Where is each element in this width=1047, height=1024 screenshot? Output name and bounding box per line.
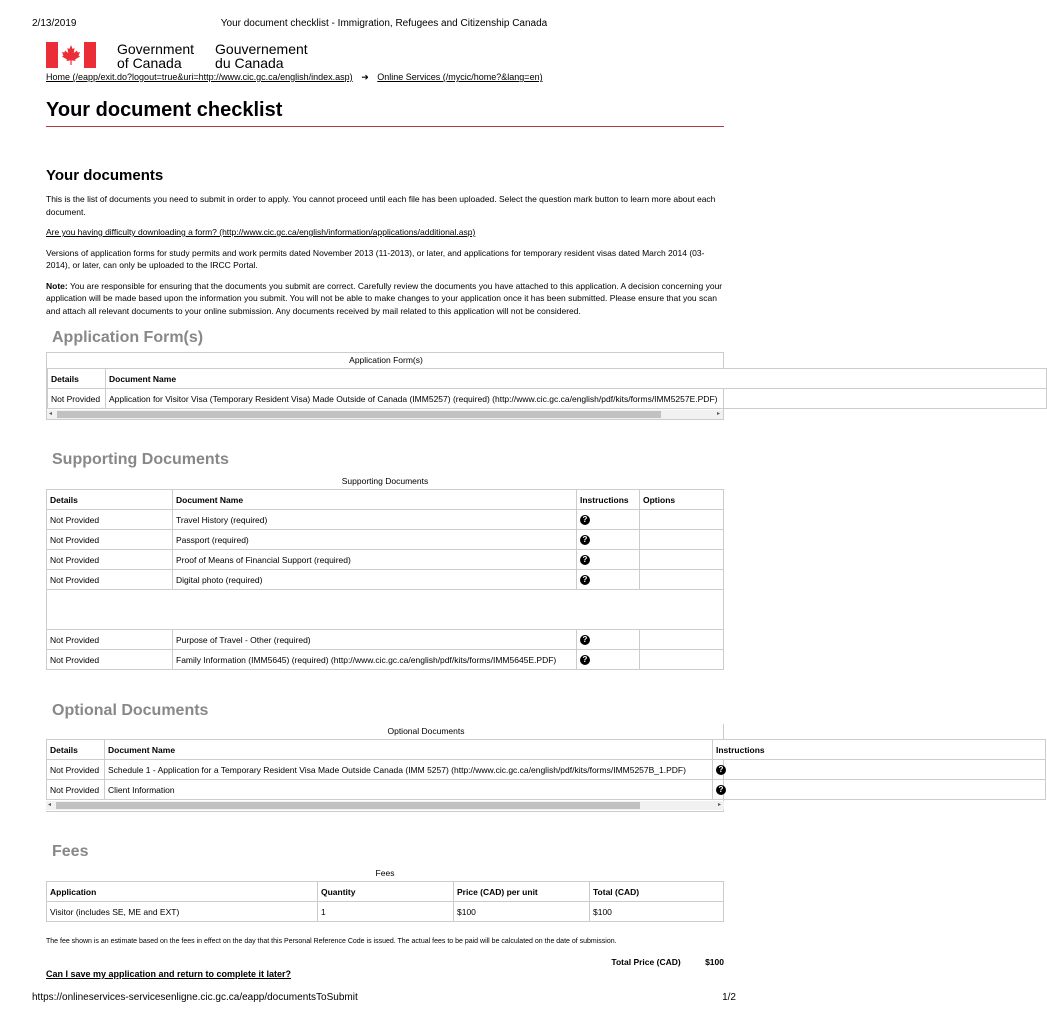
col-total: Total (CAD) bbox=[590, 882, 724, 902]
document-name-cell: Passport (required) bbox=[173, 530, 577, 550]
application-forms-title: Application Form(s) bbox=[52, 329, 204, 346]
download-help-link[interactable]: Are you having difficulty downloading a form? (http://www.cic.gc.ca/english/information/applications/additional.asp) bbox=[46, 227, 476, 237]
col-details: Details bbox=[47, 740, 105, 760]
table-row bbox=[47, 902, 724, 922]
document-name-link[interactable]: Application for Visitor Visa (Temporary Resident Visa) Made Outside of Canada (IMM5257) (required) (http://www.cic.gc.ca/english/pdf/kits/forms/IMM5257E.PDF) bbox=[106, 389, 1047, 409]
scrollbar-thumb[interactable] bbox=[57, 411, 661, 418]
application-forms-caption: Application Form(s) bbox=[349, 355, 423, 365]
detail-cell: Not Provided bbox=[47, 530, 173, 550]
optional-documents-title: Optional Documents bbox=[52, 702, 209, 719]
col-document-name: Document Name bbox=[105, 740, 713, 760]
canada-flag-icon bbox=[46, 42, 96, 68]
col-document-name: Document Name bbox=[173, 490, 577, 510]
document-name-cell: Client Information bbox=[105, 780, 713, 800]
document-name-cell: Proof of Means of Financial Support (required) bbox=[173, 550, 577, 570]
empty-row bbox=[47, 590, 724, 630]
document-name-cell: Travel History (required) bbox=[173, 510, 577, 530]
your-documents-section bbox=[46, 167, 724, 325]
versions-text: Versions of application forms for study permits and work permits dated November 2013 (11-2013), or later, and applications for temporary resident visas dated March 2014 (03-2014), or later, can only be uploaded to the IRCC Portal. bbox=[46, 247, 705, 270]
options-cell bbox=[640, 530, 724, 550]
scrollbar-thumb[interactable] bbox=[56, 802, 640, 809]
options-cell bbox=[640, 550, 724, 570]
detail-cell: Not Provided bbox=[47, 780, 105, 800]
question-mark-circle-icon[interactable]: ? bbox=[716, 785, 726, 795]
table-row bbox=[47, 510, 724, 530]
scroll-left-icon[interactable]: ◂ bbox=[49, 411, 53, 417]
question-mark-circle-icon[interactable]: ? bbox=[580, 635, 590, 645]
signature-en bbox=[117, 42, 194, 70]
table-row bbox=[47, 530, 724, 550]
scroll-right-icon[interactable]: ▸ bbox=[717, 802, 721, 808]
fees-table bbox=[46, 866, 724, 922]
document-name-link[interactable]: Family Information (IMM5645) (required) (http://www.cic.gc.ca/english/pdf/kits/forms/IMM5645E.PDF) bbox=[173, 650, 577, 670]
supporting-documents-title: Supporting Documents bbox=[52, 451, 229, 468]
horizontal-scrollbar[interactable] bbox=[46, 801, 724, 810]
table-row bbox=[48, 389, 1047, 409]
col-details: Details bbox=[47, 490, 173, 510]
detail-cell: Not Provided bbox=[48, 389, 106, 409]
note-label: Note: bbox=[46, 280, 68, 291]
table-row bbox=[47, 570, 724, 590]
total-price-value: $100 bbox=[705, 957, 724, 967]
document-name-link[interactable]: Schedule 1 - Application for a Temporary Resident Visa Made Outside Canada (IMM 5257) (http://www.cic.gc.ca/english/pdf/kits/forms/IMM5257B_1.PDF) bbox=[105, 760, 713, 780]
intro-text: This is the list of documents you need to submit in order to apply. You cannot proceed until each file has been uploaded. Select the question mark button to learn more about each document. bbox=[46, 194, 716, 217]
page-number: 1/2 bbox=[722, 992, 736, 1003]
horizontal-scrollbar[interactable] bbox=[47, 410, 723, 419]
signature-en-line1: Government bbox=[117, 41, 195, 57]
col-application: Application bbox=[47, 882, 318, 902]
options-cell bbox=[640, 650, 724, 670]
print-title: Your document checklist - Immigration, Refugees and Citizenship Canada bbox=[220, 18, 548, 29]
total-price bbox=[611, 957, 724, 967]
breadcrumb-online-services-link[interactable]: Online Services (/mycic/home?&lang=en) bbox=[377, 72, 543, 82]
price-cell: $100 bbox=[454, 902, 590, 922]
print-url: https://onlineservices-servicesenligne.cic.gc.ca/eapp/documentsToSubmit bbox=[32, 992, 358, 1003]
supporting-documents-table bbox=[46, 474, 724, 670]
signature-fr-line2: du Canada bbox=[215, 55, 284, 71]
options-cell bbox=[640, 570, 724, 590]
fee-note: The fee shown is an estimate based on the fees in effect on the day that this Personal Reference Code is issued. The actual fees to be paid will be calculated on the date of submission. bbox=[46, 938, 617, 945]
detail-cell: Not Provided bbox=[47, 630, 173, 650]
col-price-per-unit: Price (CAD) per unit bbox=[454, 882, 590, 902]
government-signature[interactable] bbox=[46, 42, 308, 72]
col-document-name: Document Name bbox=[106, 369, 1047, 389]
breadcrumb-arrow-icon: ➜ bbox=[361, 72, 369, 82]
note-body: You are responsible for ensuring that the documents you submit are correct. Carefully review the documents you have attached to this application. A decision concerning your application will be made based upon the information you submit. You will not be able to make changes to your application once it has been submitted. Please ensure that you scan and attach all relevant documents to your online submission. Any documents received by mail related to this application will not be considered. bbox=[46, 280, 723, 316]
detail-cell: Not Provided bbox=[47, 760, 105, 780]
page-title: Your document checklist bbox=[46, 99, 283, 121]
optional-documents-caption: Optional Documents bbox=[387, 726, 465, 736]
save-application-link[interactable]: Can I save my application and return to complete it later? bbox=[46, 969, 292, 979]
total-price-label: Total Price (CAD) bbox=[611, 957, 681, 967]
print-header bbox=[32, 18, 736, 30]
document-name-cell: Purpose of Travel - Other (required) bbox=[173, 630, 577, 650]
detail-cell: Not Provided bbox=[47, 510, 173, 530]
application-forms-panel bbox=[46, 352, 724, 420]
question-mark-circle-icon[interactable]: ? bbox=[580, 575, 590, 585]
question-mark-circle-icon[interactable]: ? bbox=[580, 515, 590, 525]
detail-cell: Not Provided bbox=[47, 650, 173, 670]
your-documents-heading: Your documents bbox=[46, 167, 164, 184]
print-date: 2/13/2019 bbox=[32, 18, 77, 29]
title-divider bbox=[46, 126, 724, 127]
table-row bbox=[47, 650, 724, 670]
fees-title: Fees bbox=[52, 843, 89, 860]
options-cell bbox=[640, 630, 724, 650]
detail-cell: Not Provided bbox=[47, 570, 173, 590]
breadcrumb bbox=[46, 72, 543, 83]
question-mark-circle-icon[interactable]: ? bbox=[716, 765, 726, 775]
fees-caption: Fees bbox=[375, 868, 395, 878]
detail-cell: Not Provided bbox=[47, 550, 173, 570]
supporting-documents-caption: Supporting Documents bbox=[341, 476, 429, 486]
quantity-cell: 1 bbox=[318, 902, 454, 922]
options-cell bbox=[640, 510, 724, 530]
signature-fr-line1: Gouvernement bbox=[215, 41, 308, 57]
breadcrumb-home-link[interactable]: Home (/eapp/exit.do?logout=true&uri=http://www.cic.gc.ca/english/index.asp) bbox=[46, 72, 353, 82]
question-mark-circle-icon[interactable]: ? bbox=[580, 535, 590, 545]
note-text bbox=[46, 280, 724, 318]
col-instructions: Instructions bbox=[577, 490, 640, 510]
application-forms-table bbox=[47, 353, 1047, 409]
application-cell: Visitor (includes SE, ME and EXT) bbox=[47, 902, 318, 922]
col-details: Details bbox=[48, 369, 106, 389]
col-quantity: Quantity bbox=[318, 882, 454, 902]
signature-en-line2: of Canada bbox=[117, 55, 182, 71]
optional-documents-table bbox=[46, 724, 1046, 800]
table-row bbox=[47, 550, 724, 570]
optional-documents-panel bbox=[46, 724, 765, 812]
table-row bbox=[47, 780, 1046, 800]
table-row bbox=[47, 760, 1046, 780]
total-cell: $100 bbox=[590, 902, 724, 922]
document-name-cell: Digital photo (required) bbox=[173, 570, 577, 590]
col-options: Options bbox=[640, 490, 724, 510]
question-mark-circle-icon[interactable]: ? bbox=[580, 655, 590, 665]
scroll-left-icon[interactable]: ◂ bbox=[48, 802, 52, 808]
col-instructions: Instructions bbox=[713, 740, 1046, 760]
scroll-right-icon[interactable]: ▸ bbox=[716, 411, 720, 417]
question-mark-circle-icon[interactable]: ? bbox=[580, 555, 590, 565]
table-row bbox=[47, 630, 724, 650]
signature-fr bbox=[215, 42, 308, 70]
